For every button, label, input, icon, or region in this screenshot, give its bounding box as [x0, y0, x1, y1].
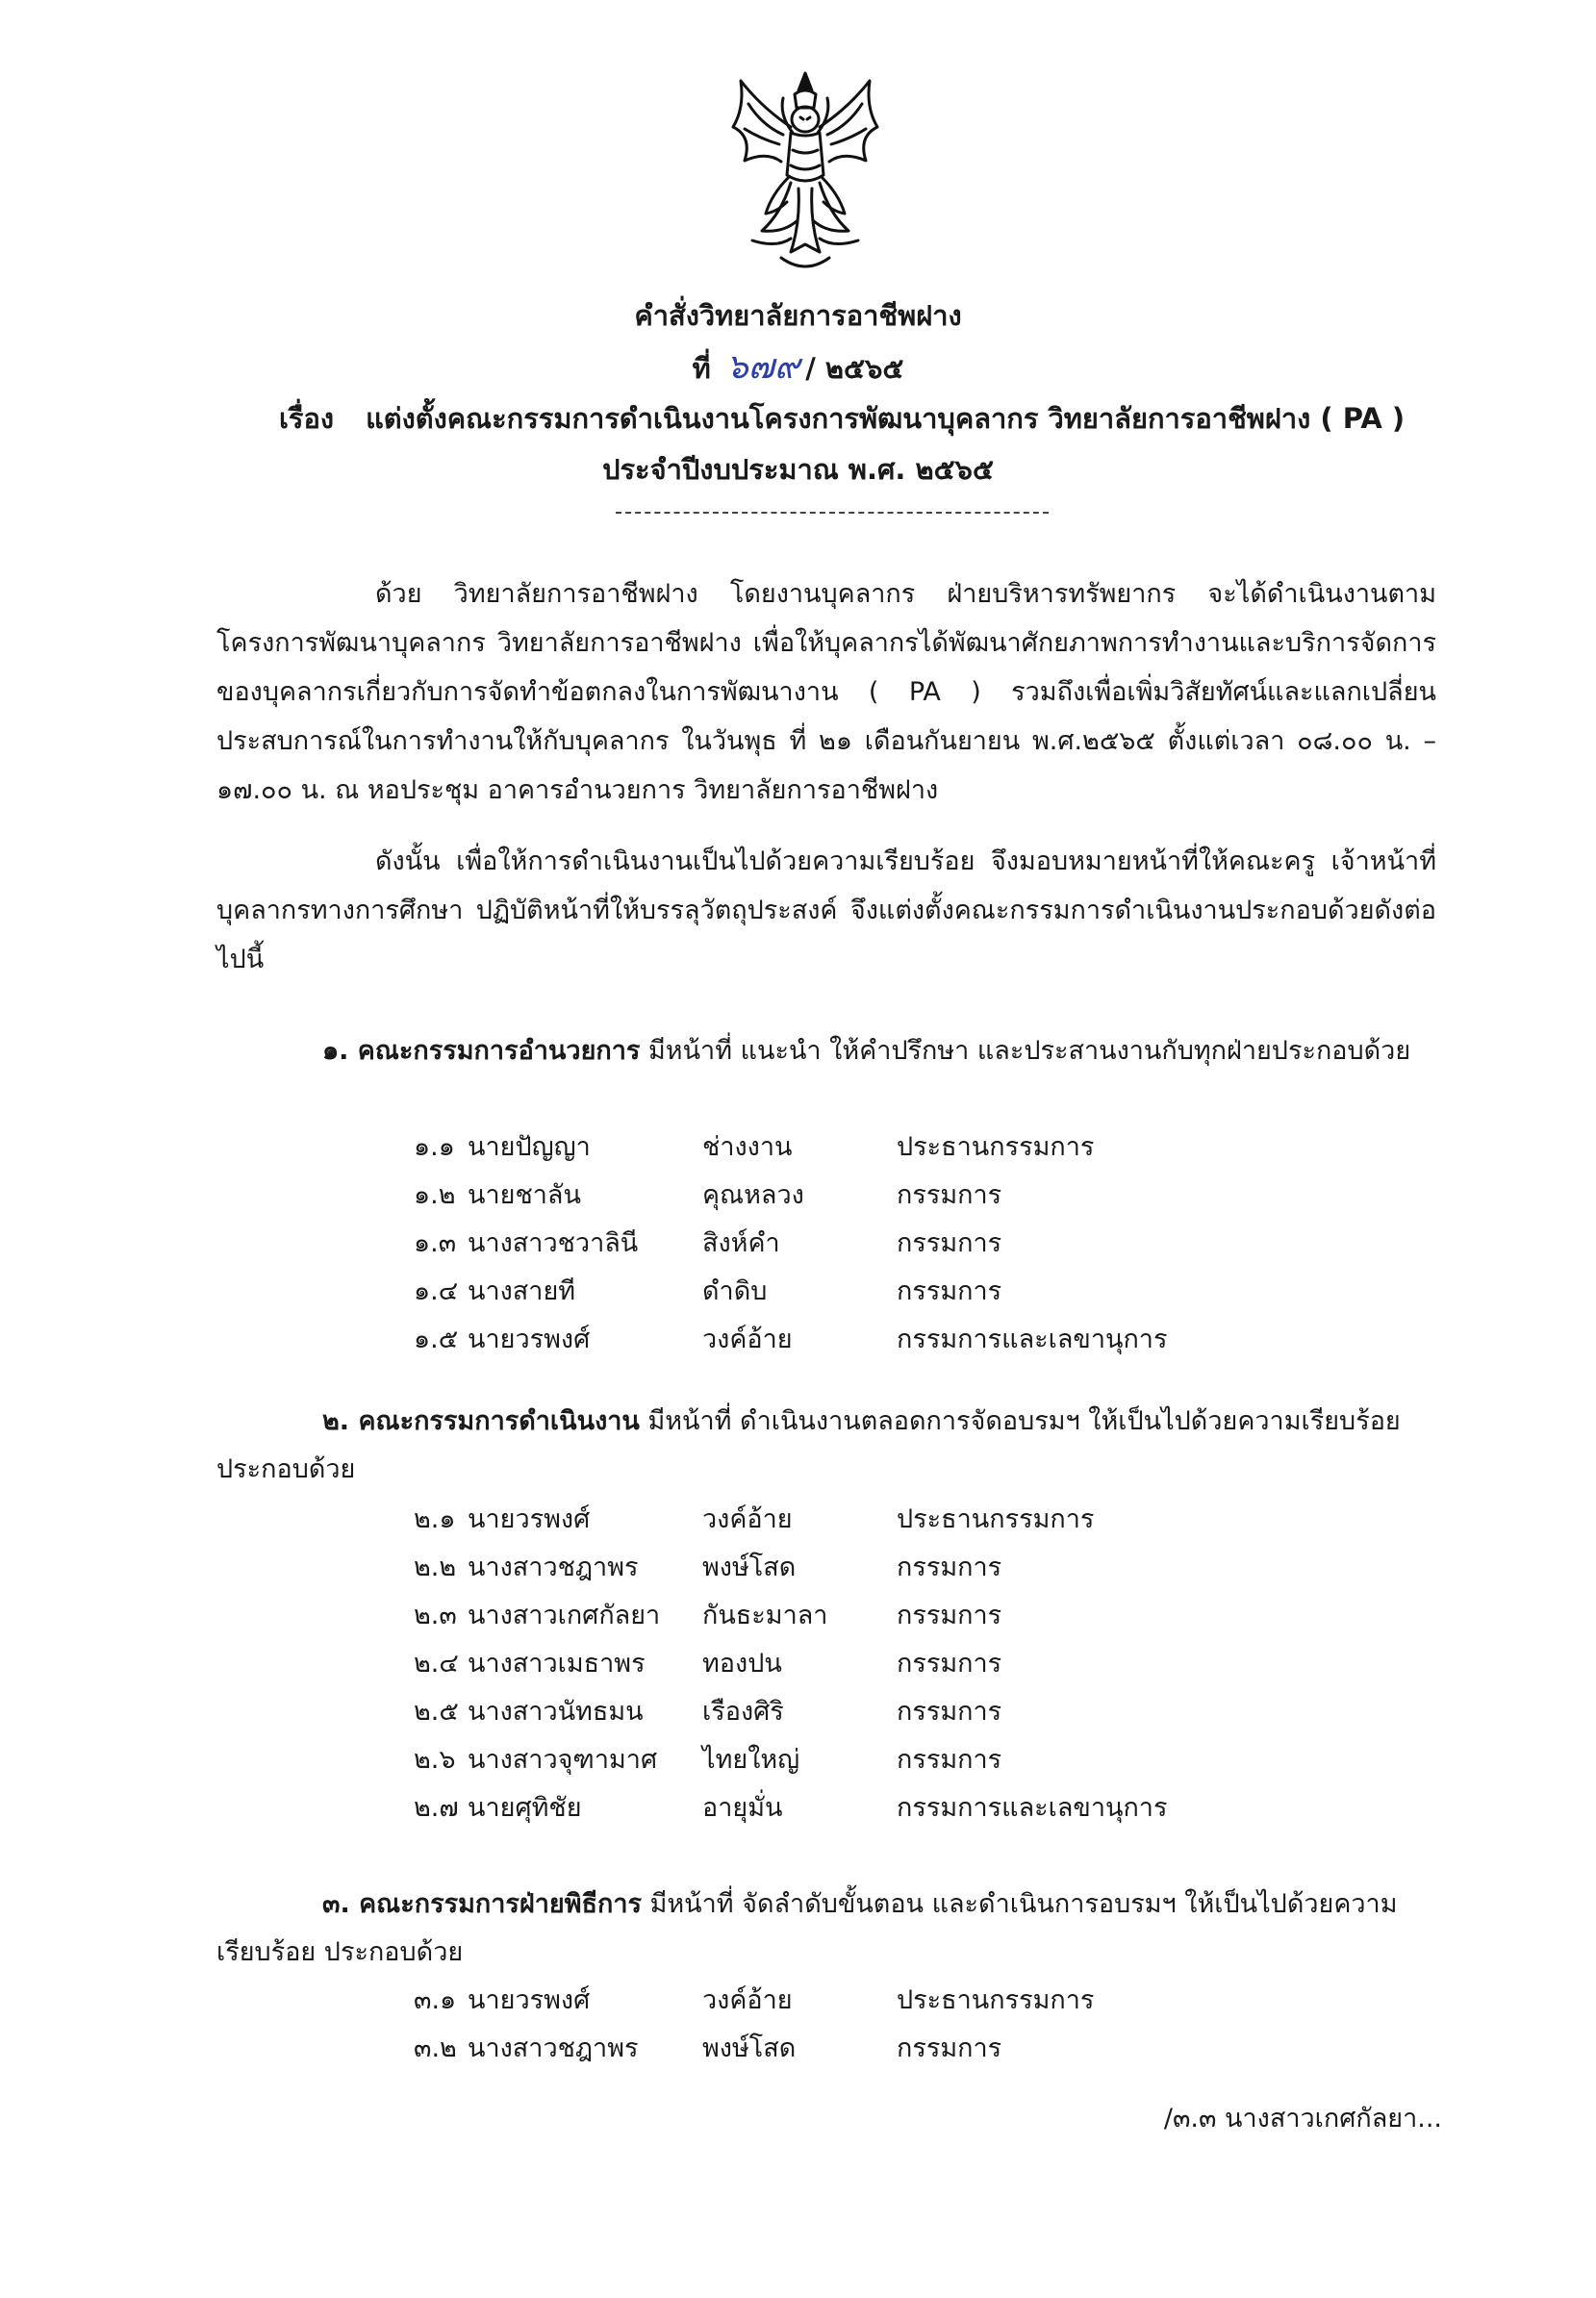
member-last-name: ช่างงาน [702, 1132, 793, 1162]
member-role: กรรมการ [897, 1745, 1002, 1775]
member-last-name: กันธะมาลา [702, 1601, 828, 1630]
header-divider [616, 512, 1049, 514]
section-title: ๓. คณะกรรมการฝ่ายพิธีการ [322, 1889, 642, 1919]
member-first-name: นายวรพงศ์ [468, 1985, 591, 2015]
member-number: ๒.๒ [414, 1553, 457, 1582]
garuda-emblem-icon [723, 69, 887, 279]
order-number-year: / ๒๕๖๕ [805, 352, 904, 385]
member-first-name: นางสาวเมธาพร [468, 1649, 646, 1679]
member-last-name: พงษ์โสด [702, 1553, 797, 1582]
section-2-members [414, 1496, 1279, 1832]
section-1-heading [216, 1027, 1436, 1075]
subject-label: เรื่อง [279, 402, 335, 435]
section-title: ๑. คณะกรรมการอำนวยการ [322, 1036, 641, 1066]
member-number: ๓.๑ [414, 1985, 457, 2015]
order-number-handwritten: ๖๗๙ [725, 347, 800, 387]
member-row [414, 1688, 1279, 1736]
member-number: ๒.๑ [414, 1504, 456, 1534]
member-last-name: ทองปน [702, 1649, 782, 1679]
member-first-name: นางสาวชฎาพร [468, 2033, 639, 2063]
order-number-prefix: ที่ [692, 352, 711, 385]
member-role: กรรมการ [897, 1553, 1002, 1582]
member-role: กรรมการ [897, 2033, 1002, 2063]
member-last-name: สิงห์คำ [702, 1228, 780, 1258]
body-paragraph-2-text: ดังนั้น เพื่อให้การดำเนินงานเป็นไปด้วยความเรียบร้อย จึงมอบหมายหน้าที่ให้คณะครู เจ้าหน้าที่บุคลากรทางการศึกษา ปฏิบัติหน้าที่ให้บรรลุวัตถุประสงค์ จึงแต่งตั้งคณะกรรมการดำเนินงานประกอบด้วยดังต่อไปนี้ [216, 846, 1436, 974]
member-number: ๑.๒ [414, 1180, 456, 1210]
member-role: ประธานกรรมการ [897, 1504, 1095, 1534]
member-last-name: วงค์อ้าย [702, 1985, 793, 2015]
member-row [414, 1977, 1279, 2025]
member-number: ๑.๓ [414, 1228, 457, 1258]
member-last-name: คุณหลวง [702, 1180, 804, 1210]
member-row [414, 1172, 1279, 1220]
member-role: กรรมการ [897, 1649, 1002, 1679]
order-number [0, 339, 1596, 393]
member-role: กรรมการ [897, 1276, 1002, 1306]
member-number: ๑.๑ [414, 1132, 455, 1162]
member-first-name: นายปัญญา [468, 1132, 591, 1162]
member-first-name: นายวรพงศ์ [468, 1325, 591, 1354]
member-row [414, 1496, 1279, 1544]
member-row [414, 1592, 1279, 1640]
member-first-name: นางสาวจุฑามาศ [468, 1745, 658, 1775]
member-number: ๒.๖ [414, 1745, 456, 1775]
member-first-name: นางสาวชวาลินี [468, 1228, 639, 1258]
member-first-name: นายชาลัน [468, 1180, 581, 1210]
member-row [414, 1784, 1279, 1832]
subject-fiscal-year: ประจำปีงบประมาณ พ.ศ. ๒๕๖๕ [602, 453, 994, 486]
section-duty: มีหน้าที่ ดำเนินงานตลอดการจัดอบรมฯ ให้เป็นไปด้วยความเรียบร้อยประกอบด้วย [216, 1406, 1401, 1484]
member-role: ประธานกรรมการ [897, 1132, 1095, 1162]
member-last-name: ดำดิบ [702, 1276, 768, 1306]
member-row [414, 1736, 1279, 1784]
member-last-name: อายุมั่น [702, 1793, 783, 1823]
member-last-name: วงค์อ้าย [702, 1325, 793, 1354]
member-first-name: นายวรพงศ์ [468, 1504, 591, 1534]
body-paragraph-2 [216, 837, 1436, 984]
member-last-name: ไทยใหญ่ [702, 1745, 800, 1775]
member-number: ๒.๕ [414, 1697, 459, 1727]
member-number: ๑.๕ [414, 1325, 459, 1354]
section-2-heading [216, 1398, 1436, 1494]
section-3-members [414, 1977, 1279, 2073]
member-role: ประธานกรรมการ [897, 1985, 1095, 2015]
member-number: ๒.๗ [414, 1793, 459, 1823]
section-3-heading [216, 1881, 1436, 1977]
member-first-name: นางสาวชฎาพร [468, 1553, 639, 1582]
order-title: คำสั่งวิทยาลัยการอาชีพฝาง [634, 299, 962, 332]
section-duty: มีหน้าที่ แนะนำ ให้คำปรึกษา และประสานงานกับทุกฝ่ายประกอบด้วย [640, 1036, 1411, 1066]
member-role: กรรมการและเลขานุการ [897, 1793, 1168, 1823]
member-last-name: พงษ์โสด [702, 2033, 797, 2063]
member-first-name: นางสาวเกศกัลยา [468, 1601, 661, 1630]
member-number: ๒.๓ [414, 1601, 457, 1630]
member-row [414, 1316, 1279, 1364]
section-title: ๒. คณะกรรมการดำเนินงาน [322, 1406, 640, 1436]
member-last-name: วงค์อ้าย [702, 1504, 793, 1534]
section-duty: มีหน้าที่ จัดลำดับขั้นตอน และดำเนินการอบรมฯ ให้เป็นไปด้วยความเรียบร้อย ประกอบด้วย [216, 1889, 1398, 1967]
member-row [414, 1544, 1279, 1592]
member-first-name: นายศุทิชัย [468, 1793, 582, 1823]
member-row [414, 1124, 1279, 1172]
member-last-name: เรืองศิริ [702, 1697, 784, 1727]
member-row [414, 1220, 1279, 1268]
member-row [414, 1268, 1279, 1316]
subject-text: แต่งตั้งคณะกรรมการดำเนินงานโครงการพัฒนาบุคลากร วิทยาลัยการอาชีพฝาง ( PA ) [366, 402, 1406, 435]
member-number: ๒.๔ [414, 1649, 459, 1679]
member-first-name: นางสายที [468, 1276, 576, 1306]
subject-line [279, 396, 1432, 441]
section-1-members [414, 1124, 1279, 1364]
member-role: กรรมการ [897, 1228, 1002, 1258]
member-role: กรรมการ [897, 1601, 1002, 1630]
body-paragraph-1-text: ด้วย วิทยาลัยการอาชีพฝาง โดยงานบุคลากร ฝ่ายบริหารทรัพยากร จะได้ดำเนินงานตามโครงการพัฒนาบุคลากร วิทยาลัยการอาชีพฝาง เพื่อให้บุคลากรได้พัฒนาศักยภาพการทำงานและบริการจัดการของบุคลากรเกี่ยวกับการจัดทำข้อตกลงในการพัฒนางาน ( PA ) รวมถึงเพื่อเพิ่มวิสัยทัศน์และแลกเปลี่ยนประสบการณ์ในการทำงานให้กับบุคลากร ในวันพุธ ที่ ๒๑ เดือนกันยายน พ.ศ.๒๕๖๕ ตั้งแต่เวลา ๐๘.๐๐ น. – ๑๗.๐๐ น. ณ หอประชุม อาคารอำนวยการ วิทยาลัยการอาชีพฝาง [216, 579, 1436, 805]
member-first-name: นางสาวนัทธมน [468, 1697, 644, 1727]
member-number: ๑.๔ [414, 1276, 459, 1306]
member-role: กรรมการ [897, 1180, 1002, 1210]
member-row [414, 2025, 1279, 2073]
member-role: กรรมการและเลขานุการ [897, 1325, 1168, 1354]
member-number: ๓.๒ [414, 2033, 457, 2063]
member-role: กรรมการ [897, 1697, 1002, 1727]
page-continuation: /๓.๓ นางสาวเกศกัลยา... [1163, 2104, 1442, 2134]
member-row [414, 1640, 1279, 1688]
body-paragraph-1 [216, 569, 1436, 815]
